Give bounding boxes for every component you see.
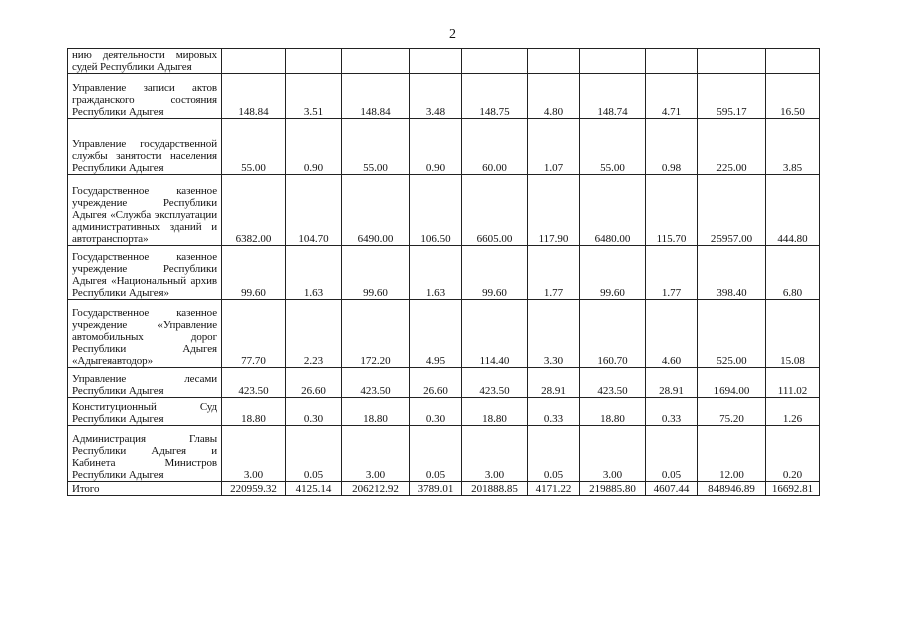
total-value-cell: 4607.44 bbox=[646, 482, 698, 496]
total-value-cell: 219885.80 bbox=[580, 482, 646, 496]
value-cell: 0.05 bbox=[286, 426, 342, 482]
value-cell: 115.70 bbox=[646, 175, 698, 246]
value-cell: 3.30 bbox=[528, 300, 580, 368]
value-cell: 55.00 bbox=[580, 119, 646, 175]
value-cell: 55.00 bbox=[222, 119, 286, 175]
value-cell: 77.70 bbox=[222, 300, 286, 368]
value-cell: 114.40 bbox=[462, 300, 528, 368]
value-cell: 160.70 bbox=[580, 300, 646, 368]
organization-name: Государственное казенное учреждение «Управление автомобильных дорог Республики Адыгея «Адыгеяавтодор» bbox=[68, 300, 222, 368]
value-cell bbox=[580, 49, 646, 74]
value-cell: 3.51 bbox=[286, 74, 342, 119]
value-cell: 0.30 bbox=[410, 398, 462, 426]
value-cell: 3.48 bbox=[410, 74, 462, 119]
value-cell: 3.85 bbox=[766, 119, 820, 175]
value-cell: 60.00 bbox=[462, 119, 528, 175]
value-cell: 99.60 bbox=[342, 246, 410, 300]
value-cell: 6.80 bbox=[766, 246, 820, 300]
value-cell: 423.50 bbox=[580, 368, 646, 398]
value-cell: 1.77 bbox=[646, 246, 698, 300]
value-cell: 2.23 bbox=[286, 300, 342, 368]
organization-name: нию деятельности мировых судей Республики Адыгея bbox=[68, 49, 222, 74]
value-cell: 0.33 bbox=[646, 398, 698, 426]
table-row bbox=[68, 426, 820, 482]
value-cell: 1694.00 bbox=[698, 368, 766, 398]
value-cell: 444.80 bbox=[766, 175, 820, 246]
value-cell: 18.80 bbox=[580, 398, 646, 426]
table-row bbox=[68, 49, 820, 74]
value-cell: 0.90 bbox=[286, 119, 342, 175]
organization-name: Управление государственной службы занятости населения Республики Адыгея bbox=[68, 119, 222, 175]
value-cell: 3.00 bbox=[222, 426, 286, 482]
value-cell: 99.60 bbox=[462, 246, 528, 300]
table-row bbox=[68, 398, 820, 426]
value-cell: 1.26 bbox=[766, 398, 820, 426]
value-cell: 75.20 bbox=[698, 398, 766, 426]
total-row bbox=[68, 482, 820, 496]
table-row bbox=[68, 368, 820, 398]
value-cell: 3.00 bbox=[342, 426, 410, 482]
table-row bbox=[68, 119, 820, 175]
total-value-cell: 16692.81 bbox=[766, 482, 820, 496]
total-value-cell: 201888.85 bbox=[462, 482, 528, 496]
value-cell: 6605.00 bbox=[462, 175, 528, 246]
value-cell: 4.71 bbox=[646, 74, 698, 119]
budget-table bbox=[67, 48, 820, 496]
table-row bbox=[68, 175, 820, 246]
value-cell: 99.60 bbox=[222, 246, 286, 300]
value-cell: 1.63 bbox=[410, 246, 462, 300]
value-cell: 423.50 bbox=[222, 368, 286, 398]
value-cell: 148.74 bbox=[580, 74, 646, 119]
value-cell: 148.75 bbox=[462, 74, 528, 119]
value-cell bbox=[646, 49, 698, 74]
value-cell: 148.84 bbox=[222, 74, 286, 119]
value-cell: 12.00 bbox=[698, 426, 766, 482]
value-cell: 423.50 bbox=[462, 368, 528, 398]
value-cell bbox=[222, 49, 286, 74]
value-cell: 0.30 bbox=[286, 398, 342, 426]
organization-name: Государственное казенное учреждение Республики Адыгея «Национальный архив Республики Адыгея» bbox=[68, 246, 222, 300]
value-cell: 0.05 bbox=[646, 426, 698, 482]
value-cell: 15.08 bbox=[766, 300, 820, 368]
total-value-cell: 220959.32 bbox=[222, 482, 286, 496]
value-cell: 0.05 bbox=[410, 426, 462, 482]
organization-name: Управление лесами Республики Адыгея bbox=[68, 368, 222, 398]
value-cell: 28.91 bbox=[646, 368, 698, 398]
value-cell bbox=[698, 49, 766, 74]
value-cell: 0.20 bbox=[766, 426, 820, 482]
value-cell bbox=[286, 49, 342, 74]
organization-name: Конституционный Суд Республики Адыгея bbox=[68, 398, 222, 426]
value-cell bbox=[462, 49, 528, 74]
value-cell: 18.80 bbox=[222, 398, 286, 426]
value-cell: 4.60 bbox=[646, 300, 698, 368]
value-cell: 172.20 bbox=[342, 300, 410, 368]
value-cell: 117.90 bbox=[528, 175, 580, 246]
value-cell: 0.33 bbox=[528, 398, 580, 426]
value-cell bbox=[342, 49, 410, 74]
value-cell: 595.17 bbox=[698, 74, 766, 119]
table-row bbox=[68, 74, 820, 119]
value-cell: 423.50 bbox=[342, 368, 410, 398]
organization-name: Администрация Главы Республики Адыгея и Кабинета Министров Республики Адыгея bbox=[68, 426, 222, 482]
value-cell: 18.80 bbox=[342, 398, 410, 426]
value-cell bbox=[766, 49, 820, 74]
total-value-cell: 3789.01 bbox=[410, 482, 462, 496]
value-cell: 18.80 bbox=[462, 398, 528, 426]
value-cell: 0.90 bbox=[410, 119, 462, 175]
value-cell: 148.84 bbox=[342, 74, 410, 119]
value-cell: 3.00 bbox=[580, 426, 646, 482]
total-label: Итого bbox=[68, 482, 222, 496]
value-cell: 3.00 bbox=[462, 426, 528, 482]
organization-name: Государственное казенное учреждение Республики Адыгея «Служба эксплуатации административных зданий и автотранспорта» bbox=[68, 175, 222, 246]
value-cell: 106.50 bbox=[410, 175, 462, 246]
value-cell: 4.80 bbox=[528, 74, 580, 119]
total-value-cell: 206212.92 bbox=[342, 482, 410, 496]
organization-name: Управление записи актов гражданского состояния Республики Адыгея bbox=[68, 74, 222, 119]
value-cell: 99.60 bbox=[580, 246, 646, 300]
total-value-cell: 4171.22 bbox=[528, 482, 580, 496]
value-cell: 25957.00 bbox=[698, 175, 766, 246]
value-cell: 1.07 bbox=[528, 119, 580, 175]
value-cell: 28.91 bbox=[528, 368, 580, 398]
table-row bbox=[68, 246, 820, 300]
value-cell: 26.60 bbox=[410, 368, 462, 398]
value-cell: 1.77 bbox=[528, 246, 580, 300]
value-cell: 55.00 bbox=[342, 119, 410, 175]
value-cell: 6480.00 bbox=[580, 175, 646, 246]
value-cell bbox=[410, 49, 462, 74]
value-cell: 0.98 bbox=[646, 119, 698, 175]
table-row bbox=[68, 300, 820, 368]
value-cell: 0.05 bbox=[528, 426, 580, 482]
value-cell: 6382.00 bbox=[222, 175, 286, 246]
value-cell: 4.95 bbox=[410, 300, 462, 368]
total-value-cell: 4125.14 bbox=[286, 482, 342, 496]
value-cell: 6490.00 bbox=[342, 175, 410, 246]
value-cell: 225.00 bbox=[698, 119, 766, 175]
value-cell: 398.40 bbox=[698, 246, 766, 300]
total-value-cell: 848946.89 bbox=[698, 482, 766, 496]
value-cell: 104.70 bbox=[286, 175, 342, 246]
value-cell: 1.63 bbox=[286, 246, 342, 300]
value-cell: 16.50 bbox=[766, 74, 820, 119]
value-cell: 525.00 bbox=[698, 300, 766, 368]
page-number: 2 bbox=[449, 27, 456, 42]
value-cell bbox=[528, 49, 580, 74]
value-cell: 26.60 bbox=[286, 368, 342, 398]
value-cell: 111.02 bbox=[766, 368, 820, 398]
